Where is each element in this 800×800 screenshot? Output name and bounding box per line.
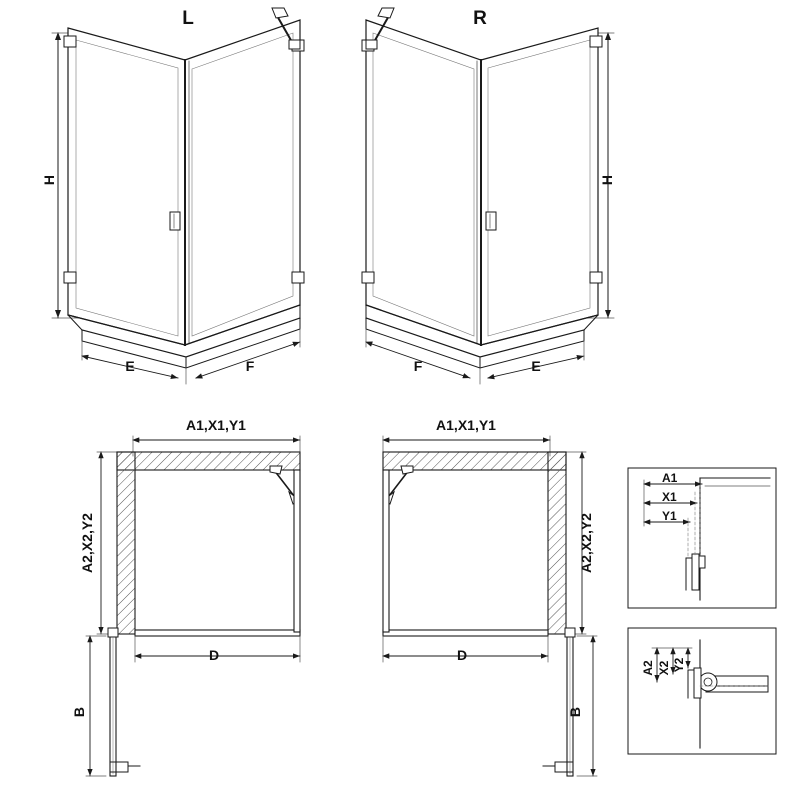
label-iso-right-f: F xyxy=(413,358,423,374)
label-iso-left-height: H xyxy=(41,174,57,186)
label-plan-right-side: A2,X2,Y2 xyxy=(578,513,594,573)
iso-right-group xyxy=(362,8,614,384)
label-detail-x1: X1 xyxy=(662,490,677,504)
label-plan-right-d: D xyxy=(456,647,468,663)
detail-top-group xyxy=(628,468,776,608)
label-iso-left-f: F xyxy=(245,358,255,374)
label-iso-right-e: E xyxy=(531,358,541,374)
plan-left-group xyxy=(86,436,300,776)
iso-left-group xyxy=(52,8,304,384)
label-plan-left-d: D xyxy=(208,647,220,663)
label-left-title: L xyxy=(182,8,194,29)
label-iso-left-e: E xyxy=(125,358,135,374)
label-detail-y2: Y2 xyxy=(672,657,686,673)
label-iso-right-height: H xyxy=(599,174,615,186)
label-plan-right-b: B xyxy=(567,706,583,718)
label-plan-right-top: A1,X1,Y1 xyxy=(436,417,496,433)
detail-bottom-group xyxy=(628,628,776,754)
label-detail-a1: A1 xyxy=(662,471,678,485)
label-plan-left-top: A1,X1,Y1 xyxy=(186,417,246,433)
label-right-title: R xyxy=(473,8,487,29)
plan-right-group xyxy=(383,436,597,776)
label-detail-a2: A2 xyxy=(641,660,655,676)
label-plan-left-side: A2,X2,Y2 xyxy=(79,513,95,573)
label-detail-y1: Y1 xyxy=(662,509,677,523)
label-plan-left-b: B xyxy=(71,706,87,718)
label-detail-x2: X2 xyxy=(657,660,671,676)
